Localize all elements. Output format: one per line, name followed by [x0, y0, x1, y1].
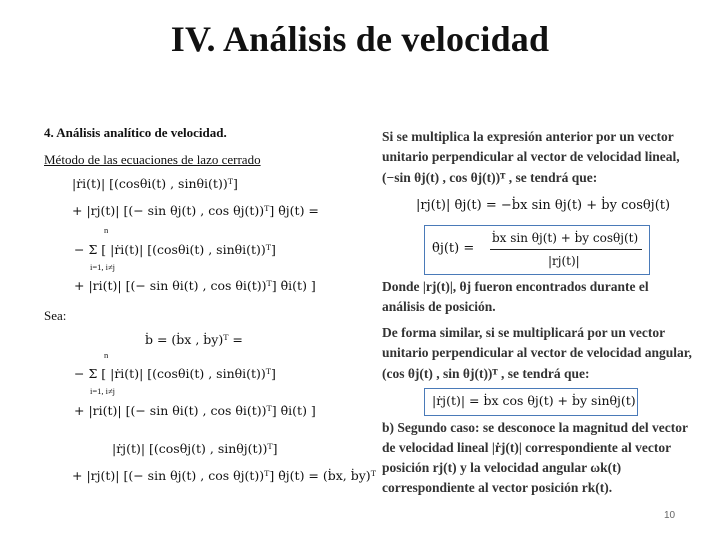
sum-upper-limit-2: n — [104, 350, 109, 360]
equation-a: |rj(t)| θ̇j(t) = −ḃx sin θj(t) + ḃy cosθj(t) — [416, 198, 671, 213]
page-number: 10 — [664, 510, 676, 521]
equation-b-lhs: θ̇j(t) = — [432, 241, 475, 256]
paragraph-4-line-2: de velocidad lineal |ṙj(t)| correspondiente al vector — [382, 440, 672, 455]
section-heading: 4. Análisis analítico de velocidad. — [44, 125, 227, 140]
paragraph-1-line-2: unitario perpendicular al vector de velocidad lineal, — [382, 149, 680, 164]
sum-lower-limit: i=1, i≠j — [90, 262, 116, 272]
paragraph-3-line-3: (cos θj(t) , sin θj(t))ᵀ , se tendrá que: — [382, 366, 590, 381]
equation-3-line-2: + |ri(t)| [(− sin θi(t) , cos θi(t))ᵀ] θ̇i(t) ] — [74, 403, 316, 418]
paragraph-3-line-2: unitario perpendicular al vector de velocidad angular, — [382, 345, 692, 360]
sea-label: Sea: — [44, 308, 67, 323]
equation-1-line-1: |ṙi(t)| [(cosθi(t) , sinθi(t))ᵀ] — [72, 176, 238, 191]
paragraph-1-line-3: (−sin θj(t) , cos θj(t))ᵀ , se tendrá que: — [382, 170, 598, 185]
equation-1-line-4: + |ri(t)| [(− sin θi(t) , cos θi(t))ᵀ] θ̇i(t) ] — [74, 278, 316, 293]
paragraph-4-line-4: correspondiente al vector posición rk(t). — [382, 480, 613, 495]
paragraph-4-line-1: b) Segundo caso: se desconoce la magnitud del vector — [382, 420, 688, 435]
equation-3-line-1: − Σ [ |ṙi(t)| [(cosθi(t) , sinθi(t))ᵀ] — [74, 366, 276, 381]
paragraph-2-line-1: Donde |rj(t)|, θj fueron encontrados durante el — [382, 279, 649, 294]
equation-c: |ṙj(t)| = ḃx cos θj(t) + ḃy sinθj(t) — [432, 393, 636, 408]
method-heading: Método de las ecuaciones de lazo cerrado — [44, 152, 261, 167]
page-title: IV. Análisis de velocidad — [170, 19, 550, 59]
equation-1-line-2: + |rj(t)| [(− sin θj(t) , cos θj(t))ᵀ] θ̇j(t) = — [72, 203, 319, 218]
equation-4-line-1: |ṙj(t)| [(cosθj(t) , sinθj(t))ᵀ] — [112, 441, 278, 456]
equation-4-line-2: + |rj(t)| [(− sin θj(t) , cos θj(t))ᵀ] θ̇j(t) = (ḃx, ḃy)ᵀ — [72, 468, 376, 483]
sum-lower-limit-2: i=1, i≠j — [90, 386, 116, 396]
sum-upper-limit: n — [104, 225, 109, 235]
fraction-bar — [490, 249, 642, 250]
paragraph-2-line-2: análisis de posición. — [382, 299, 496, 314]
paragraph-4-line-3: posición rj(t) y la velocidad angular ωk(t) — [382, 460, 622, 475]
equation-2: ḃ = (ḃx , ḃy)ᵀ = — [145, 332, 243, 347]
paragraph-1-line-1: Si se multiplica la expresión anterior por un vector — [382, 129, 674, 144]
paragraph-3-line-1: De forma similar, si se multiplicará por un vector — [382, 325, 666, 340]
equation-b-denominator: |rj(t)| — [548, 254, 580, 268]
equation-1-line-3: − Σ [ |ṙi(t)| [(cosθi(t) , sinθi(t))ᵀ] — [74, 242, 276, 257]
equation-b-numerator: ḃx sin θj(t) + ḃy cosθj(t) — [492, 231, 639, 245]
